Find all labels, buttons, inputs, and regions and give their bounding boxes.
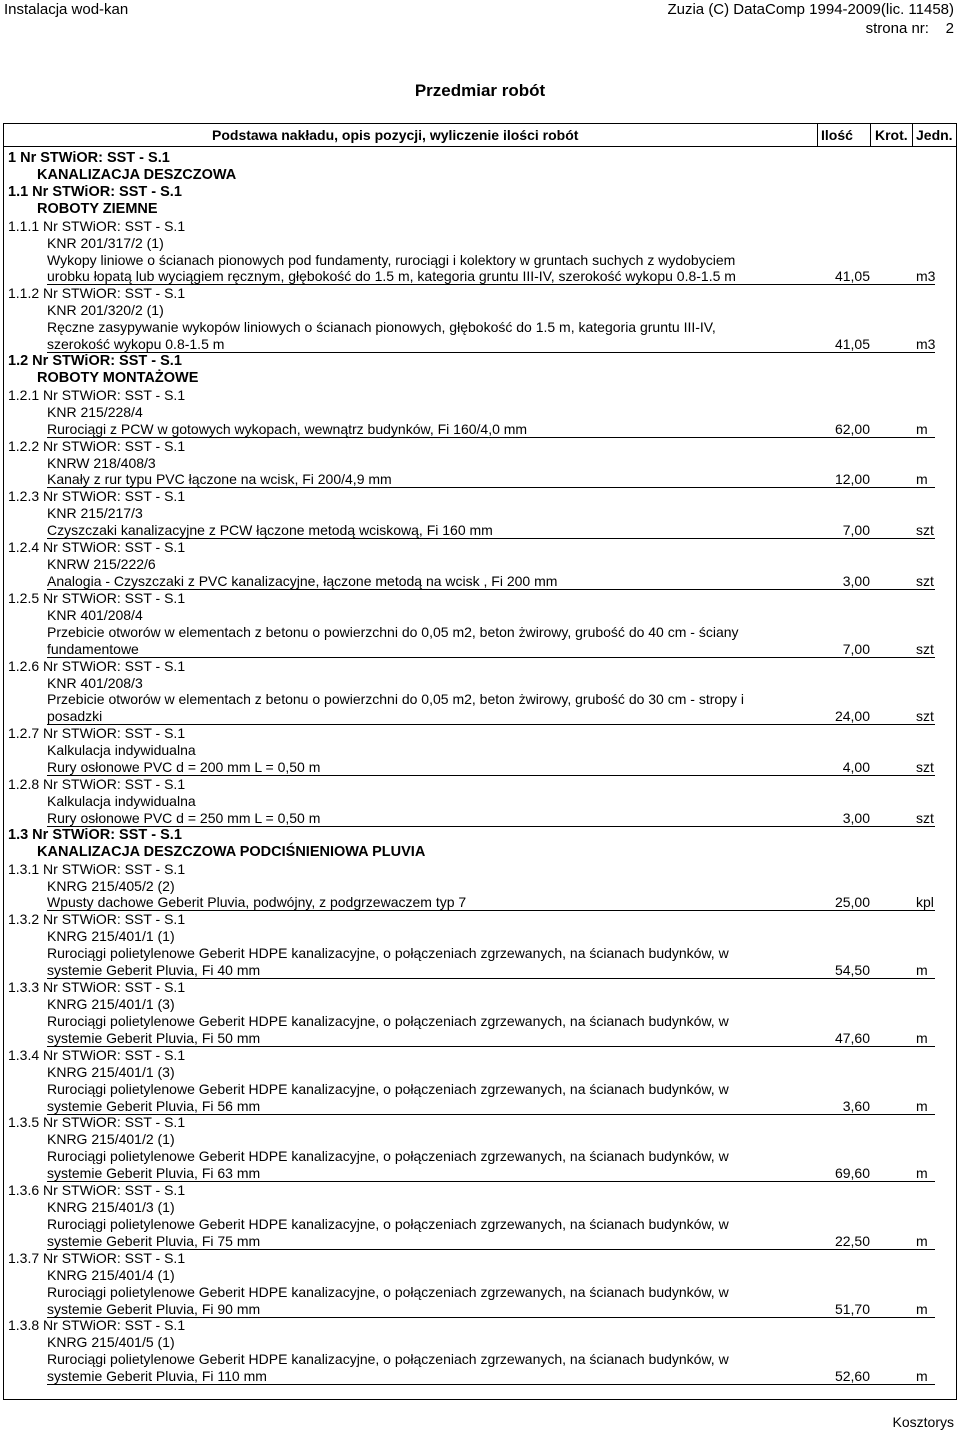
list-item: KNRG 215/401/2 (1) (47, 1131, 175, 1147)
list-item: ROBOTY MONTAŻOWE (37, 370, 199, 386)
list-item: KNRG 215/401/3 (1) (47, 1199, 175, 1215)
list-item: systemie Geberit Pluvia, Fi 50 mm (47, 1030, 261, 1046)
unit-value: szt (916, 810, 934, 826)
list-item: Wpusty dachowe Geberit Pluvia, podwójny, z podgrzewaczem typ 7 (47, 894, 467, 910)
list-item: 1.1.1 Nr STWiOR: SST - S.1 (8, 218, 186, 234)
list-item: KNRG 215/401/4 (1) (47, 1267, 175, 1283)
unit-value: m (916, 1098, 928, 1114)
col-sep-krot (870, 123, 871, 147)
list-item: 1.2.8 Nr STWiOR: SST - S.1 (8, 776, 186, 792)
footer-label: Kosztorys (892, 1414, 954, 1430)
unit-value: szt (916, 708, 934, 724)
quantity-value: 52,60 (834, 1368, 870, 1384)
col-sep-unit (912, 123, 913, 147)
quantity-value: 69,60 (834, 1165, 870, 1181)
quantity-value: 7,00 (842, 641, 870, 657)
unit-value: szt (916, 641, 934, 657)
list-item: KNR 401/208/4 (47, 607, 143, 623)
list-item: 1.3.8 Nr STWiOR: SST - S.1 (8, 1317, 186, 1333)
list-item: Wykopy liniowe o ścianach pionowych pod fundamenty, rurociągi i kolektory w gruntach suchych z wydobyciem (47, 252, 736, 268)
list-item: Rury osłonowe PVC d = 200 mm L = 0,50 m (47, 759, 321, 775)
col-header-desc: Podstawa nakładu, opis pozycji, wyliczenie ilości robót (212, 127, 579, 143)
list-item: KNRG 215/401/1 (1) (47, 928, 175, 944)
list-item: Rurociągi polietylenowe Geberit HDPE kanalizacyjne, o połączeniach zgrzewanych, na ścianach budynków, w (47, 1148, 729, 1164)
list-item: Analogia - Czyszczaki z PVC kanalizacyjne, łączone metodą na wcisk , Fi 200 mm (47, 573, 558, 589)
col-header-unit: Jedn. (916, 127, 953, 143)
list-item: 1.2.6 Nr STWiOR: SST - S.1 (8, 658, 186, 674)
list-item: Kalkulacja indywidualna (47, 793, 196, 809)
list-item: Rurociągi polietylenowe Geberit HDPE kanalizacyjne, o połączeniach zgrzewanych, na ścianach budynków, w (47, 1216, 729, 1232)
col-sep-qty (817, 123, 818, 147)
unit-value: m (916, 962, 928, 978)
list-item: KNR 215/228/4 (47, 404, 143, 420)
header-bottom-border (3, 146, 957, 147)
list-item: 1.1 Nr STWiOR: SST - S.1 (8, 184, 182, 200)
unit-value: szt (916, 573, 934, 589)
list-item: Kalkulacja indywidualna (47, 742, 196, 758)
list-item: systemie Geberit Pluvia, Fi 56 mm (47, 1098, 261, 1114)
list-item: systemie Geberit Pluvia, Fi 75 mm (47, 1233, 261, 1249)
unit-value: m3 (916, 336, 936, 352)
list-item: Kanały z rur typu PVC łączone na wcisk, Fi 200/4,9 mm (47, 471, 392, 487)
list-item: Ręczne zasypywanie wykopów liniowych o ścianach pionowych, głębokość do 1.5 m, kategoria gruntu III-IV, (47, 319, 716, 335)
quantity-value: 25,00 (834, 894, 870, 910)
list-item: Czyszczaki kanalizacyjne z PCW łączone metodą wciskową, Fi 160 mm (47, 522, 493, 538)
list-item: 1.3.7 Nr STWiOR: SST - S.1 (8, 1250, 186, 1266)
list-item: KNRG 215/401/5 (1) (47, 1334, 175, 1350)
list-item: urobku łopatą lub wyciągiem ręcznym, głębokość do 1.5 m, kategoria gruntu III-IV, szerokość wykopu 0.8-1.5 m (47, 268, 736, 284)
list-item: systemie Geberit Pluvia, Fi 110 mm (47, 1368, 267, 1384)
license-info (667, 0, 954, 38)
license-text: Zuzia (C) DataComp 1994-2009(lic. 11458) (667, 1, 954, 18)
unit-value: m (916, 1301, 928, 1317)
unit-value: kpl (916, 894, 934, 910)
quantity-value: 4,00 (842, 759, 870, 775)
list-item: Przebicie otworów w elementach z betonu o powierzchni do 0,05 m2, beton żwirowy, grubość do 40 cm - ściany (47, 624, 739, 640)
col-header-krot: Krot. (875, 127, 908, 143)
list-item: Rurociągi z PCW w gotowych wykopach, wewnątrz budynków, Fi 160/4,0 mm (47, 421, 528, 437)
list-item: KNRG 215/401/1 (3) (47, 1064, 175, 1080)
list-item: 1.3.6 Nr STWiOR: SST - S.1 (8, 1182, 186, 1198)
list-item: 1.2 Nr STWiOR: SST - S.1 (8, 353, 182, 369)
list-item: 1 Nr STWiOR: SST - S.1 (8, 150, 170, 166)
list-item: KANALIZACJA DESZCZOWA (37, 167, 237, 183)
list-item: KNR 215/217/3 (47, 505, 143, 521)
list-item: 1.2.2 Nr STWiOR: SST - S.1 (8, 438, 186, 454)
list-item: Rurociągi polietylenowe Geberit HDPE kanalizacyjne, o połączeniach zgrzewanych, na ścianach budynków, w (47, 1351, 729, 1367)
quantity-value: 62,00 (834, 421, 870, 437)
list-item: 1.3.2 Nr STWiOR: SST - S.1 (8, 911, 186, 927)
unit-value: m (916, 421, 928, 437)
list-item: Rurociągi polietylenowe Geberit HDPE kanalizacyjne, o połączeniach zgrzewanych, na ścianach budynków, w (47, 945, 729, 961)
page-value: 2 (945, 20, 954, 37)
list-item: systemie Geberit Pluvia, Fi 90 mm (47, 1301, 261, 1317)
list-item: 1.3.5 Nr STWiOR: SST - S.1 (8, 1114, 186, 1130)
list-item: Rurociągi polietylenowe Geberit HDPE kanalizacyjne, o połączeniach zgrzewanych, na ścianach budynków, w (47, 1284, 729, 1300)
list-item: Przebicie otworów w elementach z betonu o powierzchni do 0,05 m2, beton żwirowy, grubość do 30 cm - stropy i (47, 691, 744, 707)
position-underline (47, 1384, 935, 1385)
list-item: posadzki (47, 708, 103, 724)
list-item: 1.2.5 Nr STWiOR: SST - S.1 (8, 590, 186, 606)
list-item: 1.3.4 Nr STWiOR: SST - S.1 (8, 1047, 186, 1063)
quantity-value: 12,00 (834, 471, 870, 487)
list-item: 1.2.4 Nr STWiOR: SST - S.1 (8, 539, 186, 555)
list-item: 1.3.1 Nr STWiOR: SST - S.1 (8, 861, 186, 877)
list-item: KNRG 215/405/2 (2) (47, 878, 175, 894)
quantity-value: 3,00 (842, 573, 870, 589)
list-item: 1.2.1 Nr STWiOR: SST - S.1 (8, 387, 186, 403)
list-item: KNRW 215/222/6 (47, 556, 156, 572)
list-item: systemie Geberit Pluvia, Fi 63 mm (47, 1165, 261, 1181)
quantity-value: 41,05 (834, 336, 870, 352)
quantity-value: 24,00 (834, 708, 870, 724)
unit-value: m (916, 471, 928, 487)
list-item: 1.2.3 Nr STWiOR: SST - S.1 (8, 488, 186, 504)
quantity-value: 22,50 (834, 1233, 870, 1249)
list-item: Rurociągi polietylenowe Geberit HDPE kanalizacyjne, o połączeniach zgrzewanych, na ścianach budynków, w (47, 1013, 729, 1029)
unit-value: szt (916, 759, 934, 775)
list-item: Rury osłonowe PVC d = 250 mm L = 0,50 m (47, 810, 321, 826)
list-item: 1.2.7 Nr STWiOR: SST - S.1 (8, 725, 186, 741)
list-item: KNRG 215/401/1 (3) (47, 996, 175, 1012)
list-item: 1.3.3 Nr STWiOR: SST - S.1 (8, 979, 186, 995)
list-item: KNRW 218/408/3 (47, 455, 156, 471)
page-number (667, 19, 954, 38)
list-item: 1.1.2 Nr STWiOR: SST - S.1 (8, 285, 186, 301)
page-label: strona nr: (865, 20, 929, 37)
quantity-value: 51,70 (834, 1301, 870, 1317)
unit-value: m (916, 1233, 928, 1249)
list-item: Rurociągi polietylenowe Geberit HDPE kanalizacyjne, o połączeniach zgrzewanych, na ścianach budynków, w (47, 1081, 729, 1097)
list-item: systemie Geberit Pluvia, Fi 40 mm (47, 962, 261, 978)
quantity-value: 47,60 (834, 1030, 870, 1046)
quantity-value: 3,00 (842, 810, 870, 826)
quantity-value: 54,50 (834, 962, 870, 978)
list-item: fundamentowe (47, 641, 139, 657)
quantity-value: 7,00 (842, 522, 870, 538)
unit-value: szt (916, 522, 934, 538)
table-top-border (3, 123, 957, 124)
list-item: KANALIZACJA DESZCZOWA PODCIŚNIENIOWA PLUVIA (37, 844, 426, 860)
app-name: Instalacja wod-kan (4, 1, 129, 18)
list-item: KNR 201/317/2 (1) (47, 235, 164, 251)
list-item: KNR 201/320/2 (1) (47, 302, 164, 318)
col-header-qty: Ilość (821, 127, 853, 143)
table-left-border (3, 123, 4, 1400)
list-item: ROBOTY ZIEMNE (37, 201, 158, 217)
unit-value: m (916, 1165, 928, 1181)
unit-value: m (916, 1030, 928, 1046)
list-item: KNR 401/208/3 (47, 675, 143, 691)
unit-value: m (916, 1368, 928, 1384)
quantity-value: 3,60 (842, 1098, 870, 1114)
list-item: 1.3 Nr STWiOR: SST - S.1 (8, 827, 182, 843)
page-title: Przedmiar robót (414, 81, 546, 100)
list-item: szerokość wykopu 0.8-1.5 m (47, 336, 225, 352)
table-right-border (956, 123, 957, 1400)
quantity-value: 41,05 (834, 268, 870, 284)
table-bottom-border (3, 1399, 957, 1400)
unit-value: m3 (916, 268, 936, 284)
